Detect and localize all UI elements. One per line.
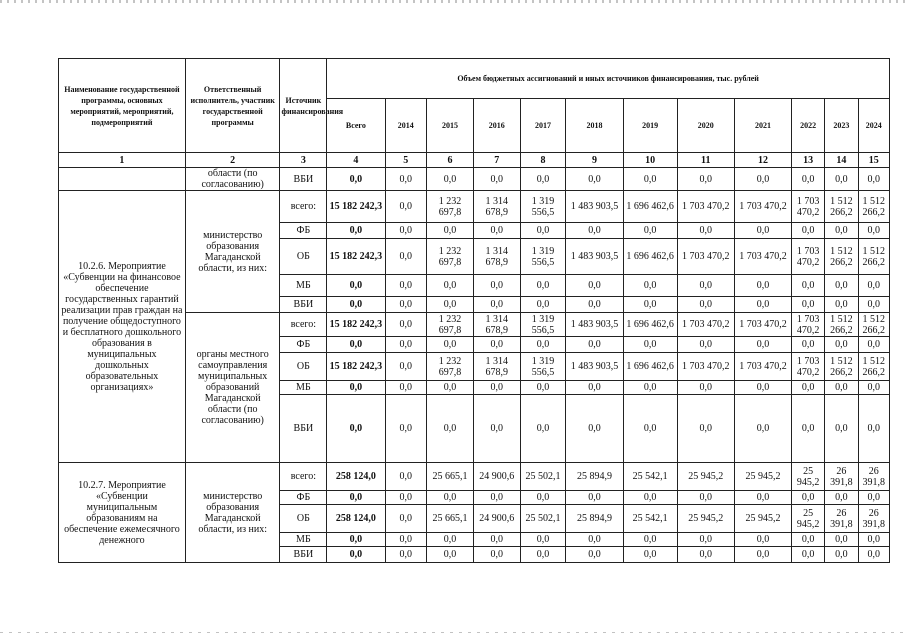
value-cell: 1 703 470,2 (792, 239, 825, 275)
value-cell: 1 314 678,9 (473, 239, 520, 275)
header-source: Источник финансирования (280, 59, 327, 153)
value-cell: 0,0 (677, 337, 734, 353)
value-cell: 0,0 (858, 168, 889, 191)
value-cell: 1 512 266,2 (858, 239, 889, 275)
value-cell: 0,0 (473, 168, 520, 191)
value-cell: 0,0 (520, 168, 566, 191)
source-cell: МБ (280, 381, 327, 395)
source-cell: ФБ (280, 491, 327, 505)
value-cell: 0,0 (792, 381, 825, 395)
value-cell: 0,0 (566, 337, 623, 353)
value-cell: 0,0 (385, 313, 427, 337)
value-cell: 0,0 (623, 275, 677, 297)
value-cell: 1 703 470,2 (734, 191, 791, 223)
value-cell: 0,0 (385, 168, 427, 191)
value-cell: 15 182 242,3 (327, 239, 385, 275)
value-cell: 1 483 903,5 (566, 191, 623, 223)
column-number: 7 (473, 153, 520, 168)
scan-artifact-top (0, 0, 905, 3)
header-year-2017: 2017 (520, 99, 566, 153)
value-cell: 0,0 (520, 533, 566, 547)
value-cell: 258 124,0 (327, 505, 385, 533)
value-cell: 0,0 (566, 533, 623, 547)
value-cell: 25 502,1 (520, 505, 566, 533)
header-year-2018: 2018 (566, 99, 623, 153)
value-cell: 0,0 (858, 275, 889, 297)
value-cell: 0,0 (734, 381, 791, 395)
header-year-2015: 2015 (427, 99, 474, 153)
value-cell: 25 665,1 (427, 463, 474, 491)
header-year-2023: 2023 (825, 99, 858, 153)
scan-artifact-bottom (0, 632, 905, 633)
value-cell: 0,0 (385, 381, 427, 395)
value-cell: 0,0 (734, 275, 791, 297)
column-number: 15 (858, 153, 889, 168)
column-number: 14 (825, 153, 858, 168)
value-cell: 0,0 (858, 533, 889, 547)
executor-name: министерство образования Магаданской области, из них: (185, 463, 280, 563)
value-cell: 25 945,2 (792, 505, 825, 533)
value-cell: 0,0 (734, 337, 791, 353)
value-cell: 0,0 (566, 275, 623, 297)
value-cell: 1 703 470,2 (792, 313, 825, 337)
value-cell: 0,0 (792, 337, 825, 353)
value-cell: 25 894,9 (566, 505, 623, 533)
value-cell: 0,0 (473, 337, 520, 353)
value-cell: 25 542,1 (623, 463, 677, 491)
value-cell: 0,0 (427, 337, 474, 353)
column-numbers-row (59, 153, 890, 168)
value-cell: 1 703 470,2 (677, 191, 734, 223)
value-cell: 0,0 (623, 395, 677, 463)
value-cell: 0,0 (623, 297, 677, 313)
source-cell: всего: (280, 463, 327, 491)
value-cell: 24 900,6 (473, 463, 520, 491)
value-cell: 0,0 (327, 168, 385, 191)
value-cell: 0,0 (792, 395, 825, 463)
value-cell: 0,0 (677, 491, 734, 505)
value-cell: 1 512 266,2 (858, 313, 889, 337)
value-cell: 1 703 470,2 (677, 313, 734, 337)
value-cell: 0,0 (566, 168, 623, 191)
cont-name-cell (59, 168, 186, 191)
value-cell: 15 182 242,3 (327, 313, 385, 337)
value-cell: 0,0 (327, 395, 385, 463)
value-cell: 258 124,0 (327, 463, 385, 491)
value-cell: 0,0 (677, 547, 734, 563)
header-year-2021: 2021 (734, 99, 791, 153)
value-cell: 0,0 (385, 275, 427, 297)
value-cell: 0,0 (385, 395, 427, 463)
executor-name: органы местного самоуправления муниципальных образований Магаданской области (по согласованию) (185, 313, 280, 463)
executor-name: министерство образования Магаданской области, из них: (185, 191, 280, 313)
value-cell: 0,0 (520, 297, 566, 313)
source-cell: МБ (280, 533, 327, 547)
value-cell: 0,0 (520, 337, 566, 353)
value-cell: 0,0 (677, 275, 734, 297)
value-cell: 1 512 266,2 (825, 239, 858, 275)
table-row (59, 463, 890, 491)
value-cell: 1 703 470,2 (792, 191, 825, 223)
value-cell: 1 483 903,5 (566, 313, 623, 337)
value-cell: 26 391,8 (825, 505, 858, 533)
value-cell: 0,0 (327, 547, 385, 563)
value-cell: 1 703 470,2 (677, 353, 734, 381)
value-cell: 0,0 (520, 381, 566, 395)
value-cell: 0,0 (327, 491, 385, 505)
value-cell: 0,0 (623, 547, 677, 563)
header-year-2016: 2016 (473, 99, 520, 153)
value-cell: 0,0 (473, 223, 520, 239)
header-executor: Ответственный исполнитель, участник государственной программы (185, 59, 280, 153)
value-cell: 0,0 (734, 223, 791, 239)
value-cell: 1 232 697,8 (427, 353, 474, 381)
value-cell: 25 894,9 (566, 463, 623, 491)
column-number: 11 (677, 153, 734, 168)
value-cell: 0,0 (825, 168, 858, 191)
value-cell: 1 314 678,9 (473, 191, 520, 223)
value-cell: 26 391,8 (825, 463, 858, 491)
measure-name: 10.2.6. Мероприятие «Субвенции на финансовое обеспечение государственных гарантий реализации прав граждан на получение общедоступного и бесплатного дошкольного образования в муниципальных дошкольных образовательных организациях» (59, 191, 186, 463)
value-cell: 0,0 (623, 491, 677, 505)
value-cell: 0,0 (427, 491, 474, 505)
value-cell: 0,0 (825, 533, 858, 547)
source-cell: всего: (280, 191, 327, 223)
value-cell: 0,0 (734, 168, 791, 191)
value-cell: 0,0 (734, 395, 791, 463)
value-cell: 1 703 470,2 (734, 239, 791, 275)
value-cell: 0,0 (825, 223, 858, 239)
value-cell: 0,0 (858, 223, 889, 239)
source-cell: МБ (280, 275, 327, 297)
value-cell: 0,0 (473, 297, 520, 313)
cont-executor: области (по согласованию) (185, 168, 280, 191)
value-cell: 0,0 (623, 381, 677, 395)
value-cell: 0,0 (327, 533, 385, 547)
value-cell: 0,0 (520, 547, 566, 563)
source-cell: ВБИ (280, 297, 327, 313)
value-cell: 0,0 (677, 297, 734, 313)
table-row (59, 191, 890, 223)
value-cell: 1 512 266,2 (825, 313, 858, 337)
cont-source: ВБИ (280, 168, 327, 191)
value-cell: 1 512 266,2 (825, 191, 858, 223)
value-cell: 0,0 (473, 381, 520, 395)
value-cell: 15 182 242,3 (327, 353, 385, 381)
value-cell: 1 319 556,5 (520, 313, 566, 337)
value-cell: 0,0 (520, 223, 566, 239)
value-cell: 0,0 (327, 223, 385, 239)
value-cell: 1 703 470,2 (677, 239, 734, 275)
column-number: 2 (185, 153, 280, 168)
value-cell: 0,0 (623, 223, 677, 239)
value-cell: 1 512 266,2 (858, 191, 889, 223)
value-cell: 0,0 (520, 395, 566, 463)
value-cell: 1 483 903,5 (566, 353, 623, 381)
source-cell: всего: (280, 313, 327, 337)
value-cell: 0,0 (473, 547, 520, 563)
value-cell: 0,0 (734, 533, 791, 547)
value-cell: 0,0 (427, 533, 474, 547)
value-cell: 0,0 (473, 275, 520, 297)
value-cell: 1 696 462,6 (623, 191, 677, 223)
value-cell: 0,0 (825, 297, 858, 313)
value-cell: 0,0 (385, 463, 427, 491)
value-cell: 1 319 556,5 (520, 239, 566, 275)
value-cell: 0,0 (677, 168, 734, 191)
value-cell: 1 703 470,2 (734, 313, 791, 337)
value-cell: 0,0 (427, 381, 474, 395)
value-cell: 0,0 (427, 223, 474, 239)
value-cell: 25 665,1 (427, 505, 474, 533)
value-cell: 0,0 (623, 533, 677, 547)
value-cell: 1 319 556,5 (520, 353, 566, 381)
value-cell: 0,0 (566, 547, 623, 563)
value-cell: 1 512 266,2 (858, 353, 889, 381)
value-cell: 0,0 (327, 381, 385, 395)
value-cell: 0,0 (677, 533, 734, 547)
value-cell: 0,0 (473, 491, 520, 505)
header-year-total: Всего (327, 99, 385, 153)
value-cell: 0,0 (858, 547, 889, 563)
value-cell: 0,0 (385, 191, 427, 223)
value-cell: 0,0 (677, 381, 734, 395)
value-cell: 0,0 (520, 275, 566, 297)
value-cell: 0,0 (473, 533, 520, 547)
measure-name: 10.2.7. Мероприятие «Субвенции муниципальным образованиям на обеспечение ежемесячного денежного (59, 463, 186, 563)
value-cell: 1 319 556,5 (520, 191, 566, 223)
value-cell: 1 703 470,2 (734, 353, 791, 381)
value-cell: 0,0 (473, 395, 520, 463)
value-cell: 1 483 903,5 (566, 239, 623, 275)
column-number: 5 (385, 153, 427, 168)
value-cell: 1 232 697,8 (427, 239, 474, 275)
value-cell: 0,0 (858, 381, 889, 395)
value-cell: 0,0 (623, 168, 677, 191)
value-cell: 25 502,1 (520, 463, 566, 491)
value-cell: 0,0 (858, 491, 889, 505)
value-cell: 0,0 (427, 297, 474, 313)
source-cell: ОБ (280, 239, 327, 275)
value-cell: 1 232 697,8 (427, 191, 474, 223)
value-cell: 25 945,2 (734, 463, 791, 491)
source-cell: ВБИ (280, 395, 327, 463)
value-cell: 0,0 (792, 168, 825, 191)
value-cell: 1 232 697,8 (427, 313, 474, 337)
value-cell: 0,0 (427, 395, 474, 463)
column-number: 9 (566, 153, 623, 168)
value-cell: 0,0 (825, 275, 858, 297)
value-cell: 0,0 (825, 381, 858, 395)
value-cell: 0,0 (385, 353, 427, 381)
source-cell: ОБ (280, 353, 327, 381)
column-number: 8 (520, 153, 566, 168)
value-cell: 0,0 (566, 395, 623, 463)
value-cell: 1 314 678,9 (473, 313, 520, 337)
value-cell: 0,0 (566, 297, 623, 313)
value-cell: 0,0 (385, 547, 427, 563)
value-cell: 0,0 (327, 297, 385, 313)
value-cell: 0,0 (520, 491, 566, 505)
value-cell: 0,0 (427, 547, 474, 563)
value-cell: 0,0 (792, 533, 825, 547)
value-cell: 0,0 (566, 381, 623, 395)
value-cell: 0,0 (858, 337, 889, 353)
source-cell: ФБ (280, 337, 327, 353)
value-cell: 0,0 (385, 337, 427, 353)
value-cell: 1 696 462,6 (623, 313, 677, 337)
value-cell: 26 391,8 (858, 505, 889, 533)
value-cell: 0,0 (677, 395, 734, 463)
value-cell: 0,0 (385, 491, 427, 505)
value-cell: 0,0 (792, 275, 825, 297)
header-year-2020: 2020 (677, 99, 734, 153)
value-cell: 0,0 (327, 337, 385, 353)
value-cell: 0,0 (385, 297, 427, 313)
value-cell: 1 512 266,2 (825, 353, 858, 381)
value-cell: 0,0 (792, 297, 825, 313)
value-cell: 25 945,2 (734, 505, 791, 533)
value-cell: 0,0 (327, 275, 385, 297)
value-cell: 0,0 (734, 297, 791, 313)
value-cell: 25 542,1 (623, 505, 677, 533)
value-cell: 25 945,2 (677, 505, 734, 533)
source-cell: ФБ (280, 223, 327, 239)
value-cell: 0,0 (825, 337, 858, 353)
value-cell: 26 391,8 (858, 463, 889, 491)
value-cell: 0,0 (792, 491, 825, 505)
value-cell: 0,0 (427, 168, 474, 191)
value-cell: 0,0 (385, 505, 427, 533)
value-cell: 0,0 (677, 223, 734, 239)
source-cell: ВБИ (280, 547, 327, 563)
value-cell: 0,0 (566, 223, 623, 239)
value-cell: 0,0 (858, 395, 889, 463)
value-cell: 25 945,2 (792, 463, 825, 491)
value-cell: 1 696 462,6 (623, 353, 677, 381)
value-cell: 0,0 (825, 547, 858, 563)
value-cell: 0,0 (385, 223, 427, 239)
value-cell: 1 696 462,6 (623, 239, 677, 275)
value-cell: 0,0 (385, 533, 427, 547)
column-number: 13 (792, 153, 825, 168)
value-cell: 0,0 (734, 547, 791, 563)
value-cell: 0,0 (385, 239, 427, 275)
header-volume: Объем бюджетных ассигнований и иных источников финансирования, тыс. рублей (327, 59, 890, 99)
header-name: Наименование государственной программы, основных мероприятий, мероприятий, подмероприятий (59, 59, 186, 153)
value-cell: 1 703 470,2 (792, 353, 825, 381)
header-year-2022: 2022 (792, 99, 825, 153)
value-cell: 25 945,2 (677, 463, 734, 491)
value-cell: 0,0 (792, 223, 825, 239)
continuation-row (59, 168, 890, 191)
value-cell: 0,0 (623, 337, 677, 353)
value-cell: 0,0 (734, 491, 791, 505)
column-number: 6 (427, 153, 474, 168)
column-number: 4 (327, 153, 385, 168)
value-cell: 0,0 (858, 297, 889, 313)
value-cell: 0,0 (792, 547, 825, 563)
value-cell: 24 900,6 (473, 505, 520, 533)
value-cell: 1 314 678,9 (473, 353, 520, 381)
column-number: 1 (59, 153, 186, 168)
header-year-2019: 2019 (623, 99, 677, 153)
budget-table (58, 58, 890, 563)
value-cell: 0,0 (427, 275, 474, 297)
column-number: 12 (734, 153, 791, 168)
header-year-2024: 2024 (858, 99, 889, 153)
column-number: 3 (280, 153, 327, 168)
value-cell: 0,0 (825, 395, 858, 463)
value-cell: 0,0 (566, 491, 623, 505)
column-number: 10 (623, 153, 677, 168)
header-row-top (59, 59, 890, 99)
value-cell: 15 182 242,3 (327, 191, 385, 223)
header-year-2014: 2014 (385, 99, 427, 153)
value-cell: 0,0 (825, 491, 858, 505)
source-cell: ОБ (280, 505, 327, 533)
